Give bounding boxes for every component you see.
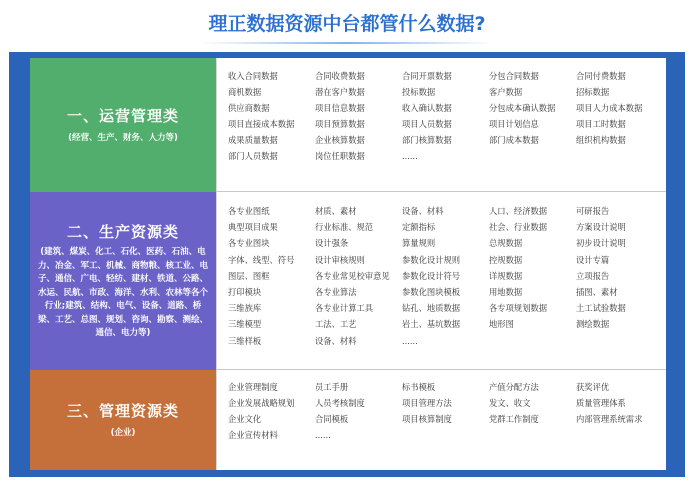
data-item: 质量管理体系: [576, 398, 626, 408]
data-item: 材质、素材: [315, 206, 357, 216]
data-item: 发文、收文: [489, 398, 531, 408]
data-item: [489, 333, 575, 349]
data-item: 三维样板: [228, 335, 262, 346]
section-management: [30, 370, 666, 470]
data-item: [489, 148, 575, 164]
data-item: 人员考核制度: [315, 398, 365, 408]
data-item: [576, 148, 666, 164]
data-item: 合同付费数据: [576, 71, 626, 81]
data-item: [576, 427, 666, 443]
section-title: 一、运营管理类: [66, 107, 179, 125]
data-item: 企业发展战略规划: [228, 398, 295, 408]
data-item: 各专业计算工具: [315, 303, 374, 314]
data-item: 标书模板: [402, 382, 436, 392]
data-item: 各专业算法: [315, 286, 357, 297]
data-item: 可研报告: [576, 206, 610, 216]
section-operations: [30, 58, 666, 192]
data-item: 客户数据: [489, 87, 523, 97]
data-item: 商机数据: [228, 87, 262, 97]
data-item: 项目计划信息: [489, 119, 539, 129]
data-item: 参数化设计符号: [402, 270, 461, 281]
data-item: ......: [315, 430, 331, 440]
data-item: 典型项目成果: [228, 222, 278, 233]
data-item: 算量规则: [402, 238, 436, 249]
data-item: 初步设计说明: [576, 238, 626, 249]
data-item: 项目核算制度: [402, 414, 452, 424]
data-item: 成果质量数据: [228, 135, 278, 145]
data-item: 收入确认数据: [402, 103, 452, 113]
data-item: 工法、工艺: [315, 319, 357, 330]
section-label: [30, 192, 216, 370]
data-item: 企业文化: [228, 414, 262, 424]
section-label: [30, 370, 216, 470]
category-frame: [9, 52, 685, 477]
data-item: 项目工时数据: [576, 119, 626, 129]
data-item: 参数化设计规则: [402, 254, 461, 265]
data-item: 获奖评优: [576, 382, 610, 392]
data-item: 项目信息数据: [315, 103, 365, 113]
data-item: 设计专篇: [576, 254, 610, 265]
data-item: 人口、经济数据: [489, 206, 548, 216]
section-title: 二、生产资源类: [66, 222, 179, 241]
section-label: [30, 58, 216, 192]
section-title: 三、管理资源类: [66, 402, 179, 420]
data-item: 钻孔、地质数据: [402, 303, 461, 314]
data-item: 参数化图块模板: [402, 286, 461, 297]
data-item: 测绘数据: [576, 319, 610, 330]
data-item: 党群工作制度: [489, 414, 539, 424]
data-item: 各专业常见校审意见: [315, 270, 390, 281]
data-item: 合同模板: [315, 414, 349, 424]
section-items: [216, 58, 666, 192]
data-item: 分包合同数据: [489, 71, 539, 81]
data-item: 潜在客户数据: [315, 87, 365, 97]
title-underline: [200, 42, 494, 44]
data-item: 部门人员数据: [228, 151, 278, 161]
section-subtitle: (企业): [110, 428, 136, 438]
data-item: 组织机构数据: [576, 135, 626, 145]
data-item: 项目预算数据: [315, 119, 365, 129]
data-item: 总规数据: [489, 238, 523, 249]
data-item: 插图、素材: [576, 286, 618, 297]
data-item: 方案设计说明: [576, 222, 626, 233]
data-item: 部门核算数据: [402, 135, 452, 145]
data-item: 岗位任职数据: [315, 151, 365, 161]
section-items: [216, 192, 666, 370]
data-item: 设计强条: [315, 238, 349, 249]
data-item: [402, 427, 488, 443]
data-item: 各专业图块: [228, 238, 270, 249]
data-item: 设备、材料: [402, 206, 444, 216]
data-item: 企业核算数据: [315, 135, 365, 145]
data-item: 三维模型: [228, 319, 262, 330]
data-item: 图层、图框: [228, 270, 270, 281]
data-item: 控规数据: [489, 254, 523, 265]
data-item: 招标数据: [576, 87, 610, 97]
data-item: 地形图: [489, 319, 514, 330]
data-item: 定额指标: [402, 222, 436, 233]
section-subtitle: (建筑、煤炭、化工、石化、医药、石油、电力、冶金、军工、机械、商物粮、核工业、电子、通信、广电、轻纺、建材、铁道、公路、水运、民航、市政、海洋、水利、农林等各个行业;建筑、结构、电气、设备、道路、桥梁、工艺、总图、规划、咨询、勘察、测绘、通信、电力等): [38, 246, 209, 339]
data-item: 项目管理方法: [402, 398, 452, 408]
data-item: 分包成本确认数据: [489, 103, 556, 113]
data-item: 企业宣传材料: [228, 430, 278, 440]
data-item: 用地数据: [489, 286, 523, 297]
data-item: 项目人员数据: [402, 119, 452, 129]
data-item: 设备、材料: [315, 335, 357, 346]
item-grid: [217, 192, 666, 349]
data-item: 合同收费数据: [315, 71, 365, 81]
data-item: 岩土、基坑数据: [402, 319, 461, 330]
section-subtitle: (经营、生产、财务、人力等): [68, 133, 178, 143]
data-item: 内部管理系统需求: [576, 414, 643, 424]
data-item: 社会、行业数据: [489, 222, 548, 233]
data-item: [576, 333, 666, 349]
data-item: 各专业图纸: [228, 206, 270, 216]
data-item: 行业标准、规范: [315, 222, 374, 233]
data-item: ......: [402, 151, 418, 161]
data-item: 供应商数据: [228, 103, 270, 113]
data-item: 三维族库: [228, 303, 262, 314]
item-grid: [217, 370, 666, 443]
data-item: 详规数据: [489, 270, 523, 281]
data-item: 字体、线型、符号: [228, 254, 295, 265]
data-item: 收入合同数据: [228, 71, 278, 81]
data-item: ......: [402, 335, 418, 346]
section-items: [216, 370, 666, 470]
data-item: 合同开票数据: [402, 71, 452, 81]
data-item: 设计审核规则: [315, 254, 365, 265]
item-grid: [217, 58, 666, 164]
data-item: 立项报告: [576, 270, 610, 281]
data-item: 项目直接成本数据: [228, 119, 295, 129]
data-item: 项目人力成本数据: [576, 103, 643, 113]
data-item: 部门成本数据: [489, 135, 539, 145]
data-item: 产值分配方法: [489, 382, 539, 392]
data-item: 企业管理制度: [228, 382, 278, 392]
data-item: 土工试验数据: [576, 303, 626, 314]
page-title: 理正数据资源中台都管什么数据?: [208, 13, 486, 35]
data-item: 投标数据: [402, 87, 436, 97]
data-item: 各专项规划数据: [489, 303, 548, 314]
data-item: 打印模块: [228, 286, 262, 297]
section-production: [30, 192, 666, 370]
data-item: [489, 427, 575, 443]
data-item: 员工手册: [315, 382, 349, 392]
